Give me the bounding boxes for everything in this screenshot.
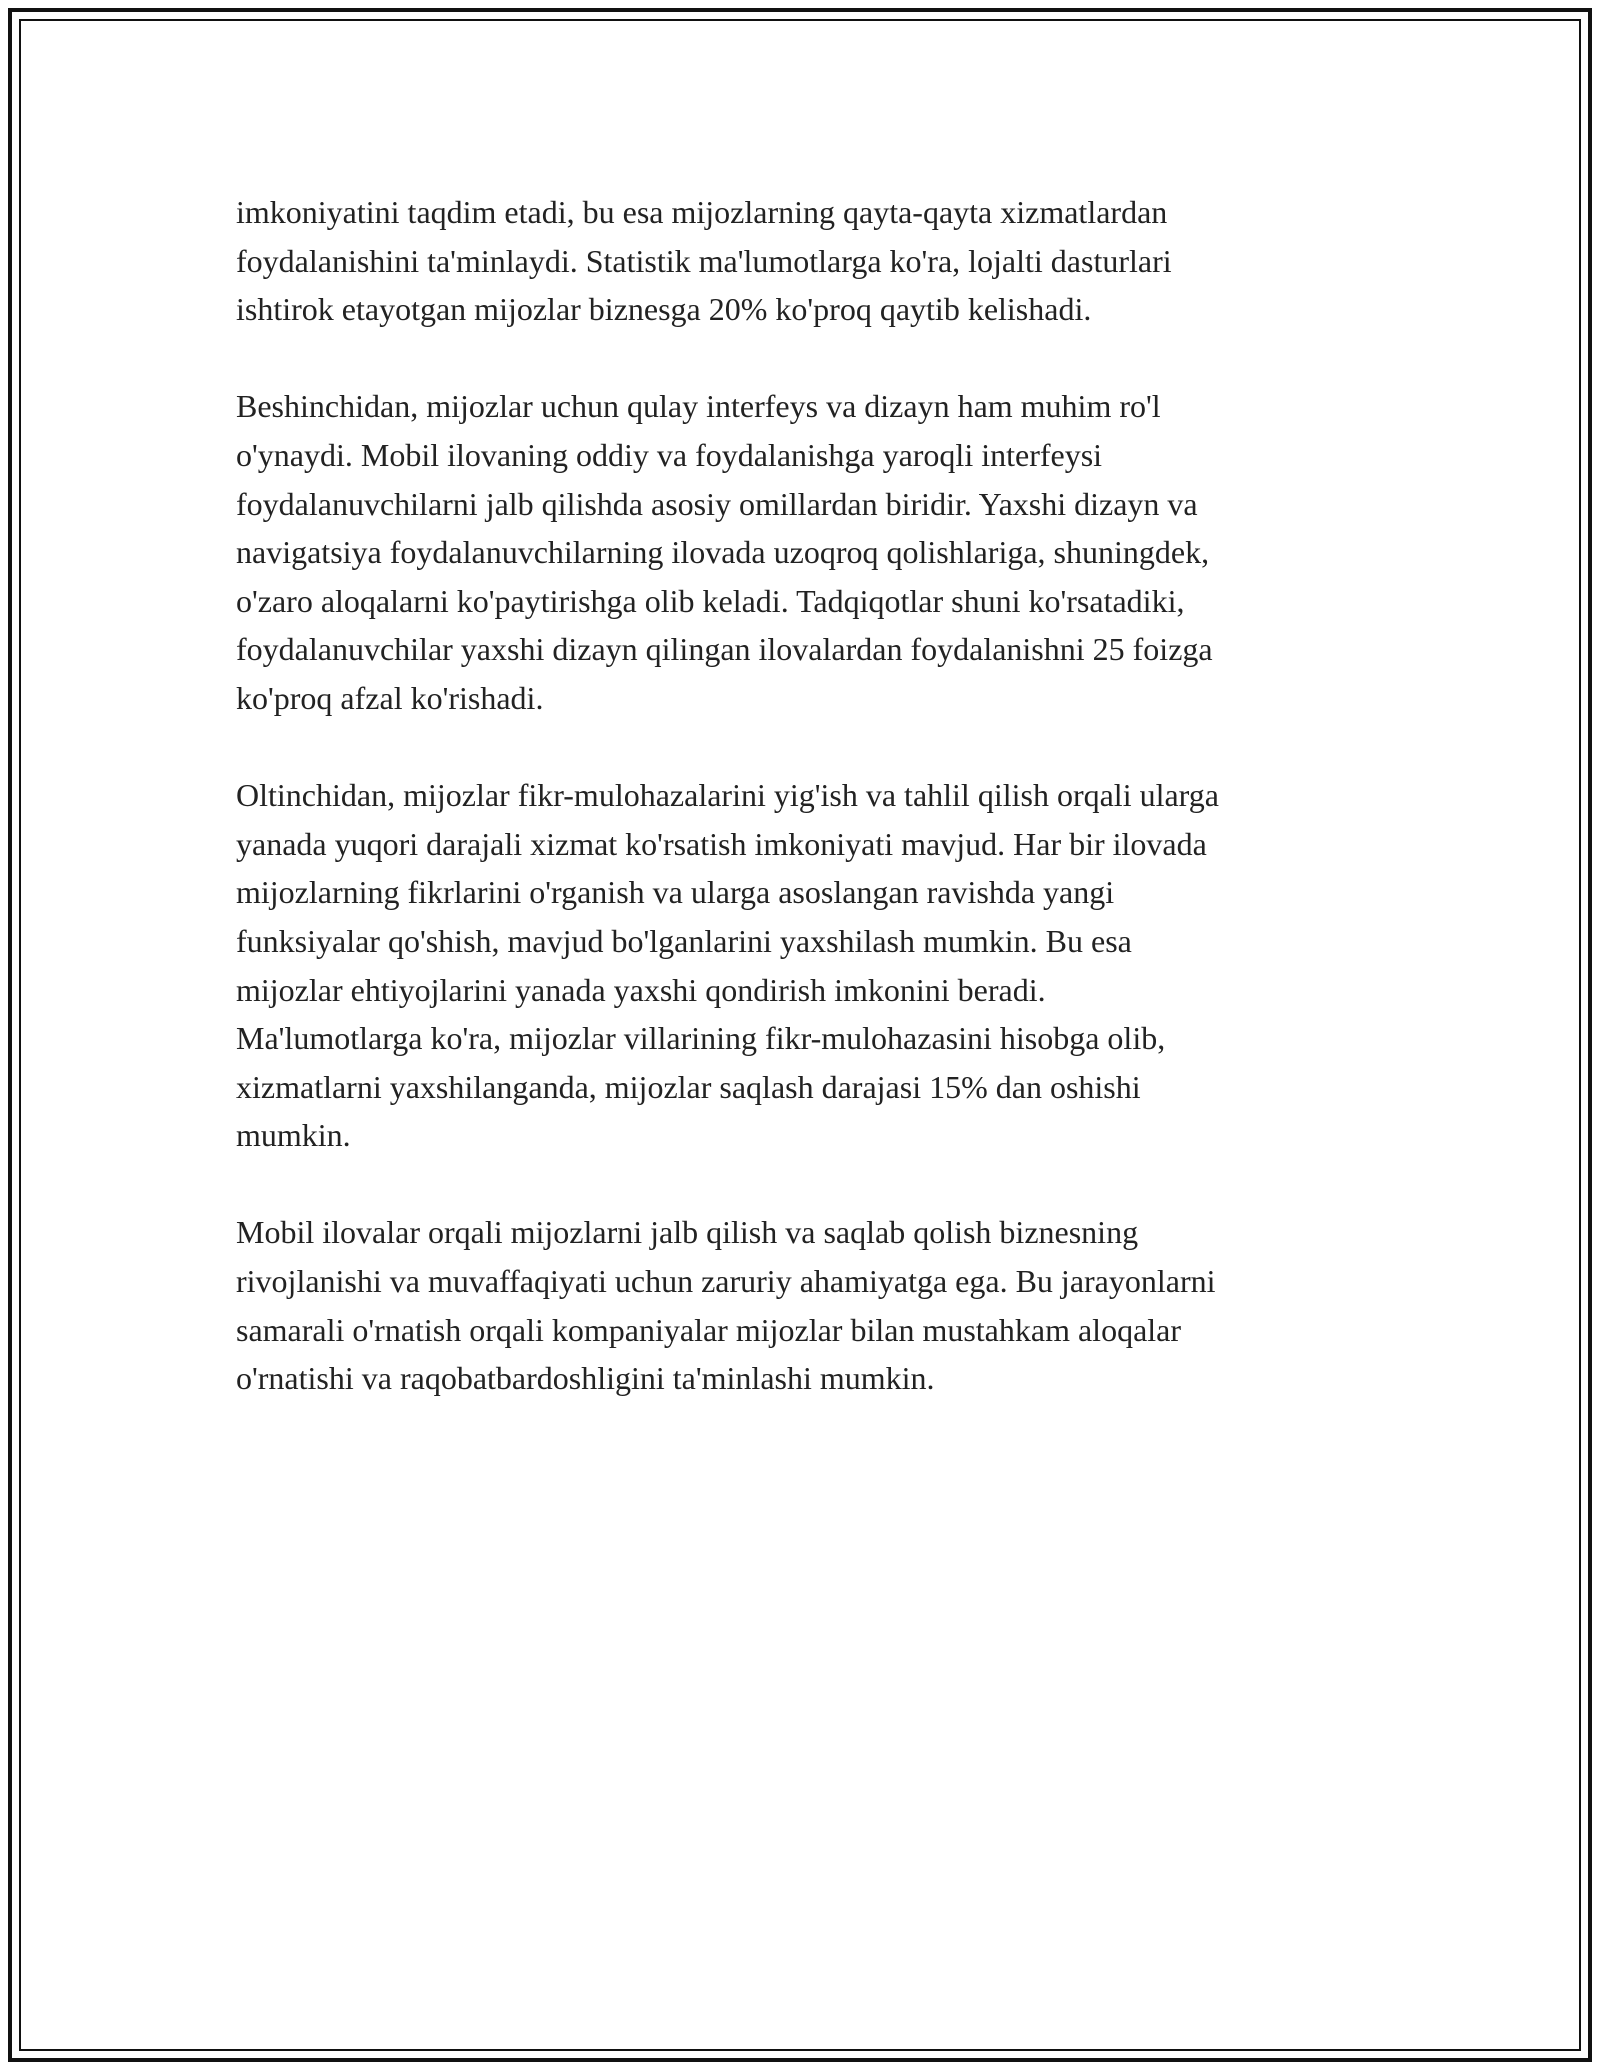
paragraph-line: foydalanishini ta'minlaydi. Statistik ma'lumotlarga ko'ra, lojalti dasturlari bbox=[236, 242, 1172, 279]
paragraph-line: navigatsiya foydalanuvchilarning ilovada uzoqroq qolishlariga, shuningdek, bbox=[236, 534, 1210, 571]
paragraph-1 bbox=[236, 188, 1376, 334]
paragraph-line: foydalanuvchilarni jalb qilishda asosiy omillardan biridir. Yaxshi dizayn va bbox=[236, 485, 1198, 522]
paragraph-line: xizmatlarni yaxshilanganda, mijozlar saqlash darajasi 15% dan oshishi bbox=[236, 1068, 1141, 1105]
paragraph-line: ko'proq afzal ko'rishadi. bbox=[236, 679, 544, 716]
paragraph-line: yanada yuqori darajali xizmat ko'rsatish imkoniyati mavjud. Har bir ilovada bbox=[236, 825, 1207, 862]
paragraph-line: o'zaro aloqalarni ko'paytirishga olib keladi. Tadqiqotlar shuni ko'rsatadiki, bbox=[236, 582, 1185, 619]
paragraph-line: imkoniyatini taqdim etadi, bu esa mijozlarning qayta-qayta xizmatlardan bbox=[236, 194, 1168, 230]
paragraph-2 bbox=[236, 382, 1376, 722]
paragraph-line: o'rnatishi va raqobatbardoshligini ta'minlashi mumkin. bbox=[236, 1360, 935, 1397]
paragraph-line: funksiyalar qo'shish, mavjud bo'lganlarini yaxshilash mumkin. Bu esa bbox=[236, 922, 1132, 959]
paragraph-4 bbox=[236, 1208, 1376, 1402]
paragraph-line: o'ynaydi. Mobil ilovaning oddiy va foydalanishga yaroqli interfeysi bbox=[236, 436, 1103, 473]
paragraph-line: mijozlarning fikrlarini o'rganish va ularga asoslangan ravishda yangi bbox=[236, 874, 1115, 911]
paragraph-line: ishtirok etayotgan mijozlar biznesga 20% ko'proq qaytib kelishadi. bbox=[236, 291, 1092, 328]
paragraph-3 bbox=[236, 771, 1376, 1160]
paragraph-line: samarali o'rnatish orqali kompaniyalar mijozlar bilan mustahkam aloqalar bbox=[236, 1311, 1182, 1348]
paragraph-line: Beshinchidan, mijozlar uchun qulay interfeys va dizayn ham muhim ro'l bbox=[236, 388, 1161, 425]
paragraph-line: rivojlanishi va muvaffaqiyati uchun zaruriy ahamiyatga ega. Bu jarayonlarni bbox=[236, 1263, 1216, 1300]
paragraph-line: foydalanuvchilar yaxshi dizayn qilingan ilovalardan foydalanishni 25 foizga bbox=[236, 631, 1213, 668]
paragraph-line: Ma'lumotlarga ko'ra, mijozlar villarining fikr-mulohazasini hisobga olib, bbox=[236, 1020, 1166, 1057]
paragraph-line: mijozlar ehtiyojlarini yanada yaxshi qondirish imkonini beradi. bbox=[236, 971, 1046, 1008]
document-body bbox=[236, 188, 1376, 1451]
paragraph-line: Oltinchidan, mijozlar fikr-mulohazalarini yig'ish va tahlil qilish orqali ularga bbox=[236, 777, 1219, 814]
paragraph-line: mumkin. bbox=[236, 1117, 351, 1154]
paragraph-line: Mobil ilovalar orqali mijozlarni jalb qilish va saqlab qolish biznesning bbox=[236, 1214, 1139, 1251]
